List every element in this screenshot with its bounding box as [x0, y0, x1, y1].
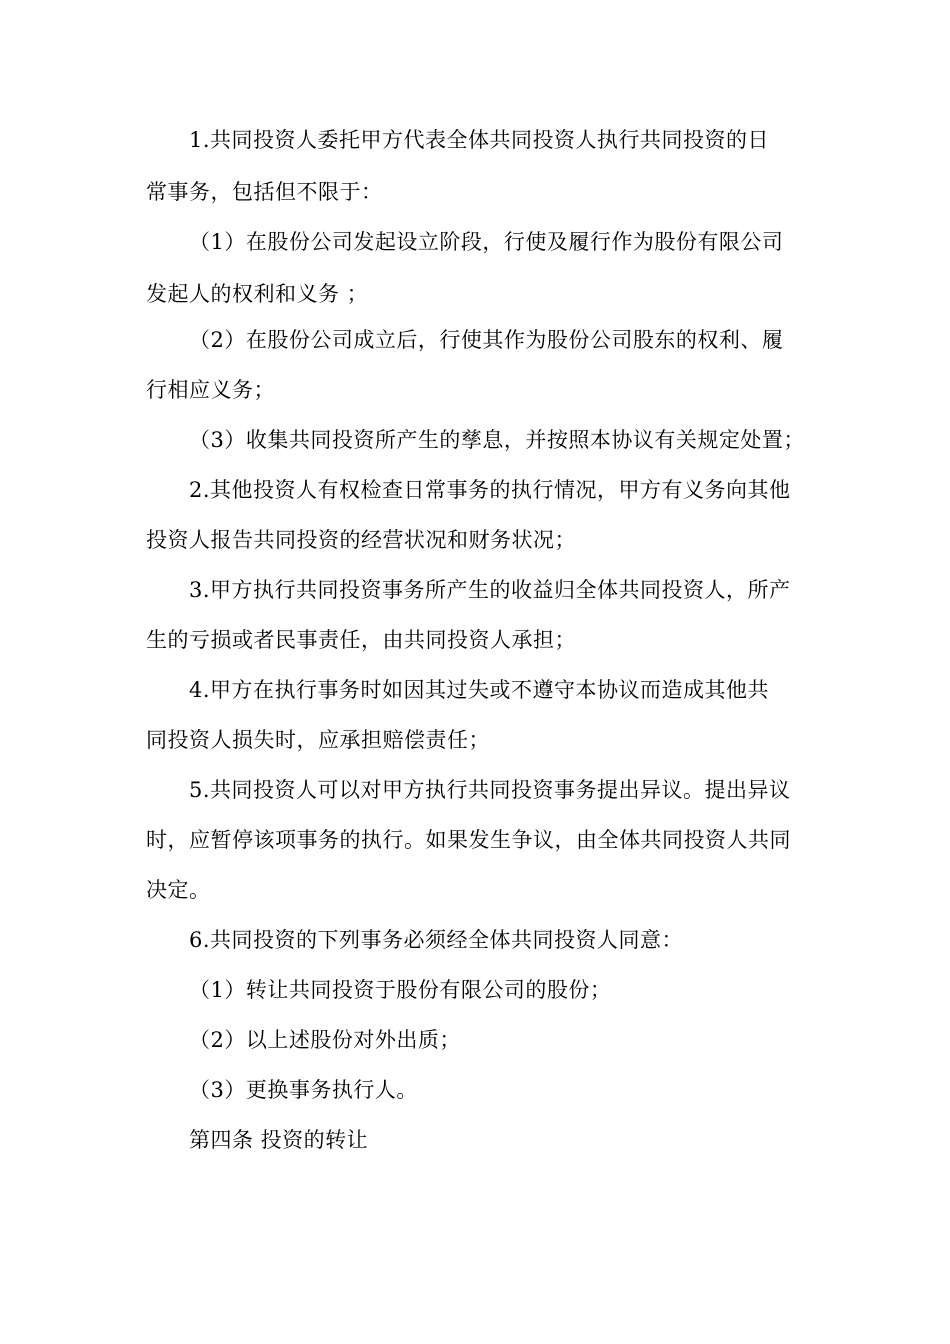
clause-4-line-1: 4.甲方在执行事务时如因其过失或不遵守本协议而造成其他共 — [189, 678, 770, 702]
clause-4-line-2: 同投资人损失时，应承担赔偿责任； — [146, 728, 490, 752]
clause-3-line-1: 3.甲方执行共同投资事务所产生的收益归全体共同投资人，所产 — [189, 578, 791, 602]
clause-6-item-3: （3）更换事务执行人。 — [189, 1078, 418, 1102]
clause-1-item-2-line-1: （2）在股份公司成立后，行使其作为股份公司股东的权利、履 — [189, 328, 784, 352]
clause-1-line-2: 常事务，包括但不限于： — [146, 180, 383, 204]
clause-2-line-1: 2.其他投资人有权检查日常事务的执行情况，甲方有义务向其他 — [189, 478, 791, 502]
clause-5-line-1: 5.共同投资人可以对甲方执行共同投资事务提出异议。提出异议 — [189, 778, 791, 802]
clause-6-line-1: 6.共同投资的下列事务必须经全体共同投资人同意： — [189, 928, 684, 952]
clause-1-item-2-line-2: 行相应义务； — [146, 378, 275, 402]
clause-3-line-2: 生的亏损或者民事责任，由共同投资人承担； — [146, 628, 576, 652]
clause-1-item-3: （3）收集共同投资所产生的孳息，并按照本协议有关规定处置； — [189, 428, 805, 452]
clause-1-item-1-line-1: （1）在股份公司发起设立阶段，行使及履行作为股份有限公司 — [189, 230, 784, 254]
clause-6-item-2: （2）以上述股份对外出质； — [189, 1028, 461, 1052]
clause-5-line-3: 决定。 — [146, 878, 211, 902]
clause-6-item-1: （1）转让共同投资于股份有限公司的股份； — [189, 978, 612, 1002]
article-4-heading: 第四条 投资的转让 — [189, 1128, 369, 1152]
clause-1-line-1: 1.共同投资人委托甲方代表全体共同投资人执行共同投资的日 — [189, 128, 770, 152]
clause-5-line-2: 时，应暂停该项事务的执行。如果发生争议，由全体共同投资人共同 — [146, 828, 791, 852]
clause-2-line-2: 投资人报告共同投资的经营状况和财务状况； — [146, 528, 576, 552]
clause-1-item-1-line-2: 发起人的权利和义务 ； — [146, 282, 369, 306]
